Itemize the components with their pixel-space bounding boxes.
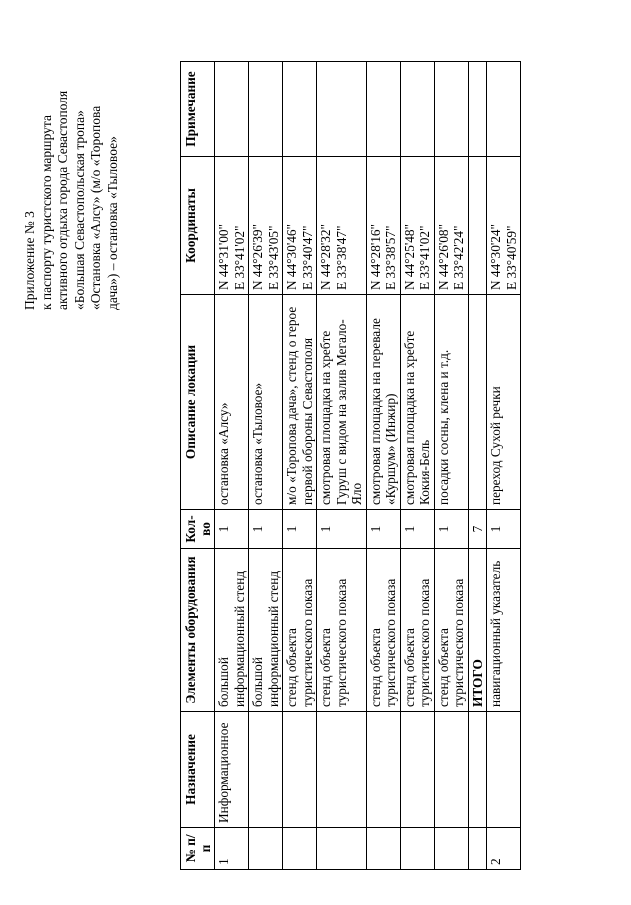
cell-purpose xyxy=(487,712,521,828)
cell-purpose xyxy=(249,712,283,828)
coord-north: N 44°31'00" xyxy=(216,224,231,290)
cell-element: стенд объекта туристического показа xyxy=(317,549,367,712)
cell-purpose: Информационное xyxy=(215,712,249,828)
coord-north: N 44°26'08" xyxy=(435,224,451,290)
cell-coords xyxy=(434,157,468,295)
cell-num: 1 xyxy=(215,828,249,870)
table-row xyxy=(249,62,283,870)
appendix-line-1: Приложение № 3 xyxy=(22,211,37,310)
header-purpose: Назначение xyxy=(181,712,215,828)
coord-east: E 33°40'47" xyxy=(299,225,315,290)
cell-location: переход Сухой речки xyxy=(487,295,521,510)
cell-qty: 1 xyxy=(317,510,367,549)
cell-location: остановка «Тыловое» xyxy=(249,295,283,510)
cell-note xyxy=(434,62,468,157)
cell-note xyxy=(283,62,317,157)
coord-north: N 44°28'16" xyxy=(367,224,383,290)
cell-location: смотровая площадка на хребте Кокия-Бель xyxy=(400,295,434,510)
cell-element: стенд объекта туристического показа xyxy=(400,549,434,712)
coord-north: N 44°30'24" xyxy=(488,224,503,290)
coord-east: E 33°38'47" xyxy=(333,225,349,290)
cell-element: навигационный указатель xyxy=(487,549,521,712)
cell-element: большой информационный стенд xyxy=(249,549,283,712)
cell-purpose xyxy=(317,712,367,828)
table-header-row xyxy=(181,62,215,870)
coord-north: N 44°26'39" xyxy=(250,224,265,290)
table-row xyxy=(283,62,317,870)
cell-qty: 1 xyxy=(487,510,521,549)
cell-qty: 1 xyxy=(366,510,400,549)
table-row xyxy=(400,62,434,870)
cell-coords xyxy=(317,157,367,295)
cell-coords xyxy=(249,157,283,295)
header-location: Описание локации xyxy=(181,295,215,510)
cell-num: 2 xyxy=(487,828,521,870)
cell-element: стенд объекта туристического показа xyxy=(434,549,468,712)
coord-north: N 44°28'32" xyxy=(318,224,333,290)
cell-note xyxy=(366,62,400,157)
cell-note xyxy=(317,62,367,157)
cell-num xyxy=(468,828,487,870)
cell-num xyxy=(366,828,400,870)
appendix-line-6: дача») – остановка «Тыловое» xyxy=(104,136,120,310)
cell-note xyxy=(215,62,249,157)
cell-location xyxy=(468,295,487,510)
total-row xyxy=(468,62,487,870)
coord-east: E 33°41'02" xyxy=(231,225,247,290)
cell-coords xyxy=(366,157,400,295)
cell-element: стенд объекта туристического показа xyxy=(283,549,317,712)
cell-num xyxy=(249,828,283,870)
cell-qty: 1 xyxy=(283,510,317,549)
cell-element: большой информационный стенд xyxy=(215,549,249,712)
cell-element: стенд объекта туристического показа xyxy=(366,549,400,712)
header-num: № п/п xyxy=(181,828,215,870)
coord-north: N 44°25'48" xyxy=(401,224,417,290)
appendix-line-3: активного отдыха города Севастополя xyxy=(55,90,71,310)
table-row xyxy=(317,62,367,870)
table-row xyxy=(487,62,521,870)
cell-note xyxy=(487,62,521,157)
cell-coords xyxy=(468,157,487,295)
table-row xyxy=(434,62,468,870)
cell-note xyxy=(468,62,487,157)
coord-east: E 33°41'02" xyxy=(417,225,432,290)
header-coords: Координаты xyxy=(181,157,215,295)
cell-note xyxy=(400,62,434,157)
appendix-header xyxy=(22,45,122,310)
cell-purpose xyxy=(366,712,400,828)
cell-purpose xyxy=(283,712,317,828)
cell-location: смотровая площадка на перевале «Куршум» (Инжир) xyxy=(366,295,400,510)
cell-num xyxy=(400,828,434,870)
cell-qty: 1 xyxy=(400,510,434,549)
cell-location: смотровая площадка на хребте Гуруш с видом на залив Мегало-Яло xyxy=(317,295,367,510)
appendix-line-4: «Большая Севастопольская тропа» xyxy=(71,110,87,310)
total-label: ИТОГО xyxy=(468,549,487,712)
cell-qty: 1 xyxy=(215,510,249,549)
header-elements: Элементы оборудования xyxy=(181,549,215,712)
table-row xyxy=(366,62,400,870)
coord-east: E 33°40'59" xyxy=(503,225,519,290)
coord-east: E 33°38'57" xyxy=(383,225,398,290)
cell-qty: 1 xyxy=(249,510,283,549)
appendix-line-5: «Остановка «Алсу» (м/о «Торопова xyxy=(88,105,104,310)
cell-coords xyxy=(400,157,434,295)
cell-purpose xyxy=(468,712,487,828)
table-row xyxy=(215,62,249,870)
cell-coords xyxy=(487,157,521,295)
coord-east: E 33°42'24" xyxy=(451,225,466,290)
equipment-table xyxy=(180,61,521,870)
cell-qty: 1 xyxy=(434,510,468,549)
coord-north: N 44°30'46" xyxy=(284,224,299,290)
cell-coords xyxy=(283,157,317,295)
cell-location: посадки сосны, клена и т.д. xyxy=(434,295,468,510)
cell-note xyxy=(249,62,283,157)
appendix-line-2: к паспорту туристского маршрута xyxy=(38,115,54,310)
cell-coords xyxy=(215,157,249,295)
cell-purpose xyxy=(400,712,434,828)
header-qty: Кол-во xyxy=(181,510,215,549)
cell-location: м/о «Торопова дача», стенд о герое первой обороны Севастополя xyxy=(283,295,317,510)
total-qty: 7 xyxy=(468,510,487,549)
coord-east: E 33°43'05" xyxy=(265,225,281,290)
cell-purpose xyxy=(434,712,468,828)
header-note: Примечание xyxy=(181,62,215,157)
cell-location: остановка «Алсу» xyxy=(215,295,249,510)
cell-num xyxy=(317,828,367,870)
cell-num xyxy=(283,828,317,870)
cell-num xyxy=(434,828,468,870)
